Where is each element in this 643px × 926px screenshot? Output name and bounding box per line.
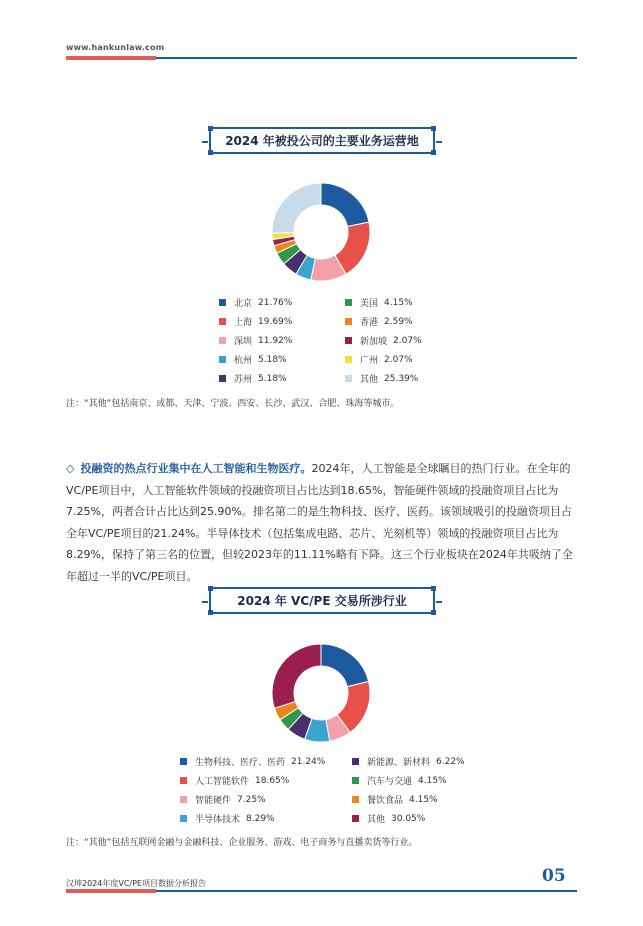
legend-label: 苏州 xyxy=(234,375,253,385)
legend-item xyxy=(345,372,418,385)
legend-value: 2.07% xyxy=(384,354,413,365)
legend-label: 北京 xyxy=(234,299,253,309)
chart2-donut xyxy=(266,638,376,748)
legend-value: 21.24% xyxy=(291,756,326,767)
chart2-note: 注：“其他”包括互联网金融与金融科技、企业服务、游戏、电子商务与直播卖货等行业。 xyxy=(66,838,418,848)
legend-label: 新能源、新材料 xyxy=(367,758,431,768)
legend-label: 人工智能软件 xyxy=(195,777,250,787)
legend-swatch xyxy=(345,318,352,325)
legend-item xyxy=(352,755,465,768)
chart1-title: 2024 年被投公司的主要业务运营地 xyxy=(225,134,419,148)
legend-value: 2.59% xyxy=(384,316,413,327)
legend-item xyxy=(180,755,325,768)
legend-swatch xyxy=(352,758,359,765)
legend-item xyxy=(352,812,425,825)
paragraph-body: 2024年，人工智能是全球瞩目的热门行业。在全年的VC/PE项目中，人工智能软件领域的投融资项目占比达到18.65%，智能硬件领域的投融资项目占比为7.25%，两者合计占比达到25.90%。排名第二的是生物科技、医疗、医药。该领域吸引的投融资项目占全年VC/PE项目的21.24%。半导体技术（包括集成电路、芯片、光刻机等）领域的投融资项目占比为8.29%，保持了第三名的位置，但较2023年的11.11%略有下降。这三个行业板块在2024年共吸纳了全年超过一半的VC/PE项目。 xyxy=(66,462,573,583)
legend-label: 其他 xyxy=(360,375,379,385)
legend-label: 半导体技术 xyxy=(195,815,241,825)
chart1-note: 注：“其他”包括南京、成都、天津、宁波、西安、长沙、武汉、合肥、珠海等城市。 xyxy=(66,399,400,409)
legend-value: 25.39% xyxy=(384,373,419,384)
chart1-title-box xyxy=(209,127,435,154)
legend-swatch xyxy=(345,356,352,363)
legend-item xyxy=(219,372,287,385)
legend-swatch xyxy=(219,337,226,344)
chart2-title: 2024 年 VC/PE 交易所涉行业 xyxy=(237,594,407,608)
legend-value: 4.15% xyxy=(384,297,413,308)
body-paragraph xyxy=(66,458,578,588)
donut-slice-9 xyxy=(272,183,321,233)
footer-rule-accent xyxy=(66,889,156,893)
legend-swatch xyxy=(180,796,187,803)
legend-value: 4.15% xyxy=(409,794,438,805)
header-rule-accent xyxy=(66,56,156,60)
donut-slice-7 xyxy=(272,644,321,708)
legend-value: 6.22% xyxy=(436,756,465,767)
footer-report-title: 汉坤2024年度VC/PE项目数据分析报告 xyxy=(66,879,206,888)
legend-label: 其他 xyxy=(367,815,386,825)
legend-item xyxy=(219,334,292,347)
legend-label: 生物科技、医疗、医药 xyxy=(195,758,286,768)
diamond-bullet-icon: ◇ xyxy=(66,462,75,475)
legend-swatch xyxy=(219,356,226,363)
legend-value: 19.69% xyxy=(258,316,293,327)
legend-label: 杭州 xyxy=(234,356,253,366)
legend-item xyxy=(180,774,289,787)
legend-swatch xyxy=(345,299,352,306)
legend-label: 餐饮食品 xyxy=(367,796,404,806)
legend-item xyxy=(345,315,413,328)
donut-slice-0 xyxy=(321,183,369,227)
legend-swatch xyxy=(352,796,359,803)
legend-item xyxy=(180,793,266,806)
legend-value: 18.65% xyxy=(255,775,290,786)
legend-value: 5.18% xyxy=(258,354,287,365)
legend-label: 香港 xyxy=(360,318,379,328)
legend-value: 2.07% xyxy=(393,335,422,346)
legend-label: 美国 xyxy=(360,299,379,309)
legend-item xyxy=(345,296,413,309)
chart2-title-box xyxy=(209,587,435,614)
legend-item xyxy=(345,334,422,347)
legend-item xyxy=(345,353,413,366)
chart1-legend xyxy=(219,296,479,388)
legend-label: 新加坡 xyxy=(360,337,388,347)
legend-value: 4.15% xyxy=(418,775,447,786)
legend-value: 30.05% xyxy=(391,813,426,824)
legend-swatch xyxy=(180,815,187,822)
legend-item xyxy=(180,812,275,825)
page-number: 05 xyxy=(542,866,566,886)
site-url[interactable]: www.hankunlaw.com xyxy=(66,43,165,52)
legend-item xyxy=(352,774,447,787)
paragraph-lead: 投融资的热点行业集中在人工智能和生物医疗。 xyxy=(80,462,312,475)
legend-swatch xyxy=(352,815,359,822)
legend-item xyxy=(352,793,438,806)
legend-swatch xyxy=(345,337,352,344)
legend-swatch xyxy=(219,318,226,325)
chart1-donut xyxy=(266,177,376,287)
legend-swatch xyxy=(180,777,187,784)
legend-value: 8.29% xyxy=(246,813,275,824)
legend-swatch xyxy=(180,758,187,765)
legend-value: 7.25% xyxy=(237,794,266,805)
donut-slice-0 xyxy=(321,644,369,687)
legend-value: 21.76% xyxy=(258,297,293,308)
legend-value: 11.92% xyxy=(258,335,293,346)
legend-item xyxy=(219,353,287,366)
legend-label: 汽车与交通 xyxy=(367,777,413,787)
legend-swatch xyxy=(345,375,352,382)
legend-swatch xyxy=(219,375,226,382)
legend-item xyxy=(219,315,292,328)
legend-value: 5.18% xyxy=(258,373,287,384)
legend-item xyxy=(219,296,292,309)
legend-label: 上海 xyxy=(234,318,253,328)
legend-label: 广州 xyxy=(360,356,379,366)
legend-label: 智能硬件 xyxy=(195,796,232,806)
legend-label: 深圳 xyxy=(234,337,253,347)
chart2-legend xyxy=(180,755,500,827)
legend-swatch xyxy=(352,777,359,784)
legend-swatch xyxy=(219,299,226,306)
